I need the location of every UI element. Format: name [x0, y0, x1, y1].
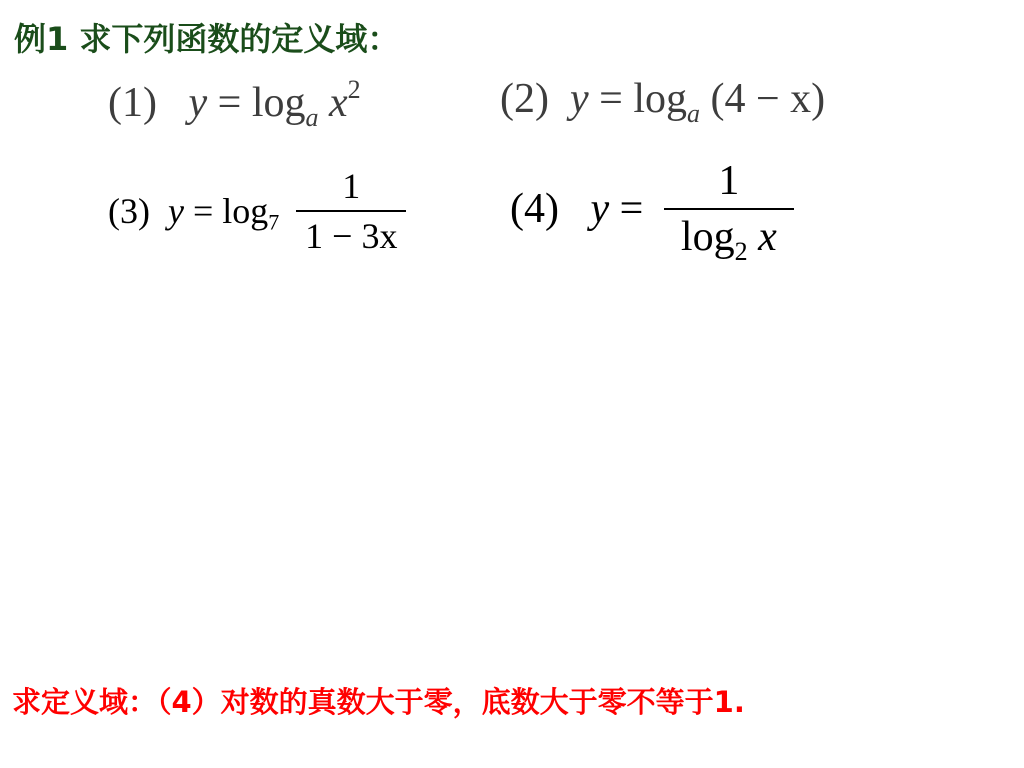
problem-3-numerator: 1 [342, 166, 361, 206]
problem-2-equals: = [599, 76, 623, 122]
problem-1-base: a [305, 103, 319, 132]
problem-2 [500, 76, 826, 128]
problem-3-log: log [222, 191, 269, 231]
problem-3-y: y [167, 191, 184, 231]
problem-3-denominator: 1 − 3x [305, 216, 398, 256]
problem-3-equals: = [192, 191, 214, 231]
problem-1-arg: x [329, 80, 348, 126]
problem-3-fraction-bar [296, 210, 406, 212]
problem-2-arg: (4 − x) [710, 76, 826, 122]
problem-1-y: y [188, 80, 208, 126]
problem-1-log: log [251, 80, 306, 126]
answer-note: 求定义域：（4）对数的真数大于零，底数大于零不等于1. [12, 685, 745, 719]
problem-4-numerator: 1 [718, 158, 740, 204]
problem-4-den-base: 2 [734, 237, 748, 266]
problem-4-fraction [664, 158, 794, 266]
problem-2-y: y [569, 76, 589, 122]
problem-1 [108, 75, 361, 132]
problem-1-label: (1) [108, 80, 157, 126]
problem-4-fraction-bar [664, 208, 794, 210]
problem-4-equals: = [619, 186, 644, 232]
problem-4-label: (4) [510, 186, 559, 232]
problem-2-log: log [633, 76, 687, 122]
problem-3-base: 7 [268, 209, 280, 235]
problem-1-exponent: 2 [347, 75, 361, 104]
problem-4-denominator [664, 214, 794, 266]
problem-4-den-log: log [680, 214, 735, 260]
problem-4-y: y [590, 186, 610, 232]
problem-1-equals: = [217, 80, 242, 126]
problem-4 [510, 158, 794, 266]
problem-3 [108, 168, 406, 254]
problem-3-label: (3) [108, 191, 150, 231]
problem-3-fraction [296, 168, 406, 254]
problem-2-base: a [687, 99, 700, 128]
problem-2-label: (2) [500, 76, 549, 122]
problem-4-den-arg: x [758, 214, 777, 260]
page-title: 例1 求下列函数的定义域： [14, 20, 400, 58]
